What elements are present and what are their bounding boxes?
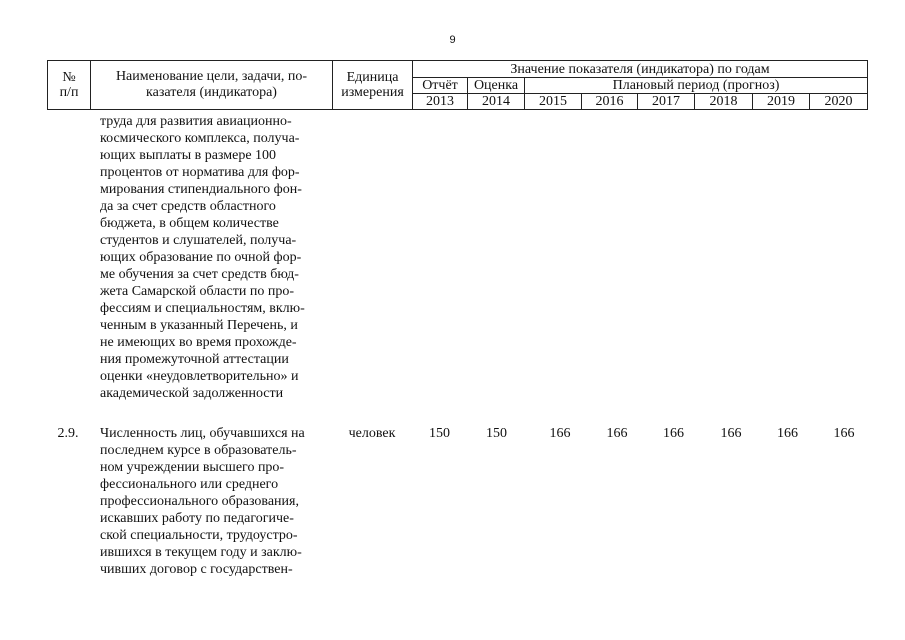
value-2019: 166 [777,426,798,441]
continuation-text: труда для развития авиационно- космического комплекса, получа- ющих выплаты в размере 100 процентов от норматива для фор- мирования стипендиального фон- да за счет средств областного бюджета, в общем количестве студентов и слушателей, получа- ющих образование по очной фор- ме обучения за счет средств бюд- жета Самарской области по про- фессиям и специальностям, вклю- ченным в указанный Перечень, и не имеющих во время прохожде- ния промежуточной аттестации оценки «неудовлетворительно» и академической задолженности [100,114,305,401]
table-header [47,60,868,110]
header-estimate: Оценка [468,78,525,94]
header-name: Наименование цели, задачи, по- казателя (индикатора) [91,61,333,110]
header-value-group: Значение показателя (индикатора) по годам [413,61,868,78]
header-year-2016: 2016 [582,94,638,110]
row-number: 2.9. [57,426,79,441]
header-plan: Плановый период (прогноз) [525,78,868,94]
header-year-2019: 2019 [753,94,810,110]
header-number: № п/п [48,61,91,110]
row-unit: человек [348,426,396,441]
value-2015: 166 [549,426,571,441]
value-2013: 150 [429,426,450,441]
header-year-2017: 2017 [638,94,695,110]
row-indicator-text: Численность лиц, обучавшихся на последнем курсе в образователь- ном учреждении высшего про- фессионального или среднего профессионального образования, искавших работу по педагогиче- ской специальности, трудоустро- ившихся в текущем году и заклю- чивших договор с государствен- [100,426,305,577]
page-number: 9 [449,34,456,46]
value-2017: 166 [663,426,684,441]
header-year-2018: 2018 [695,94,753,110]
header-report: Отчёт [413,78,468,94]
header-unit: Единица измерения [333,61,413,110]
value-2020: 166 [833,426,855,441]
value-2016: 166 [606,426,628,441]
header-year-2015: 2015 [525,94,582,110]
header-year-2020: 2020 [810,94,868,110]
header-report-year: 2013 [413,94,468,110]
value-2014: 150 [486,426,507,441]
value-2018: 166 [720,426,742,441]
header-estimate-year: 2014 [468,94,525,110]
